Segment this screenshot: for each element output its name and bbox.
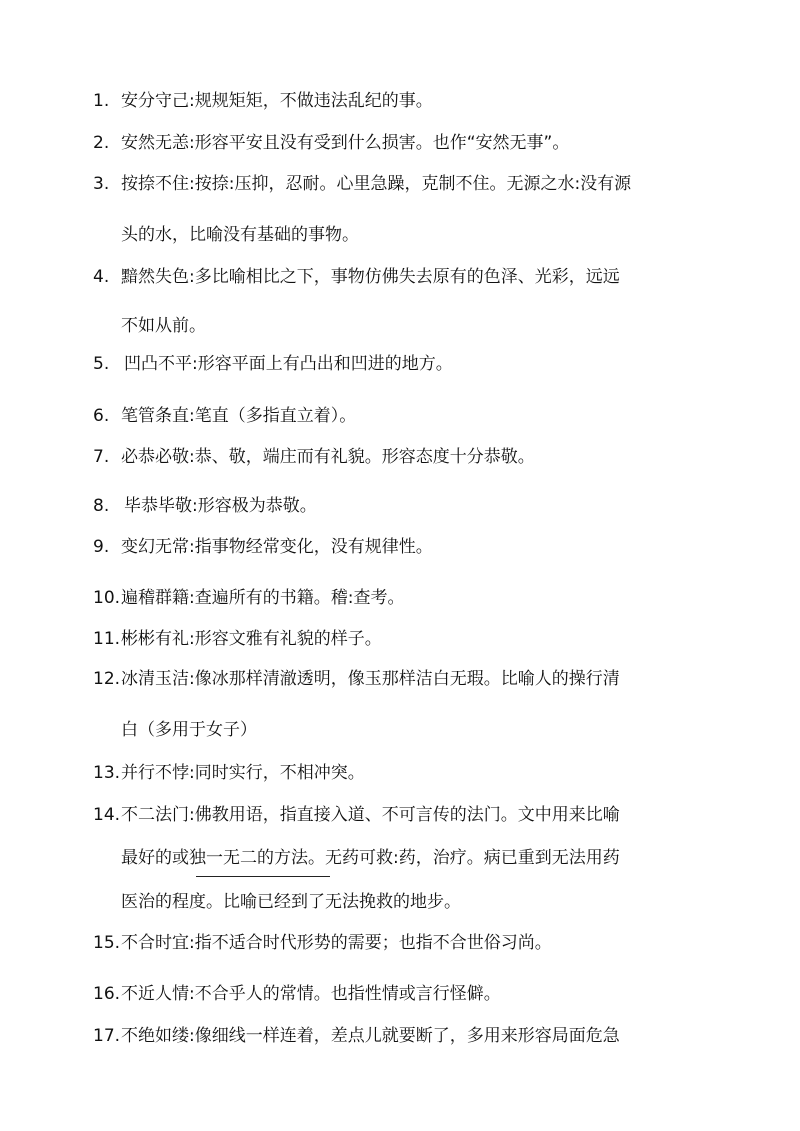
item-number: 12. [93, 669, 121, 689]
item-number: 15. [93, 933, 121, 953]
item-text: 白（多用于女子） [121, 720, 257, 740]
item-number: 14. [93, 805, 121, 825]
item-text: 头的水，比喻没有基础的事物。 [121, 225, 359, 245]
item-text: 安分守己:规规矩矩，不做违法乱纪的事。 [121, 91, 433, 111]
item-text: 笔管条直:笔直（多指直立着）。 [121, 406, 357, 426]
item-number: 7. [93, 447, 110, 467]
item-text: 按捺不住:按捺:压抑，忍耐。心里急躁，克制不住。无源之水:没有源 [121, 174, 632, 194]
item-number: 1. [93, 91, 110, 111]
item-number: 9. [93, 537, 110, 557]
item-text: 冰清玉洁:像冰那样清澈透明，像玉那样洁白无瑕。比喻人的操行清 [121, 669, 620, 689]
item-text: 并行不悖:同时实行，不相冲突。 [121, 763, 365, 783]
item-text: 必恭必敬:恭、敬，端庄而有礼貌。形容态度十分恭敬。 [121, 447, 535, 467]
text-underline [196, 876, 330, 877]
item-text: 彬彬有礼:形容文雅有礼貌的样子。 [121, 629, 382, 649]
item-text: 安然无恙:形容平安且没有受到什么损害。也作“安然无事”。 [121, 133, 570, 153]
item-text: 凹凸不平:形容平面上有凸出和凹进的地方。 [124, 354, 453, 374]
item-text: 不近人情:不合乎人的常情。也指性情或言行怪僻。 [121, 984, 501, 1004]
item-text: 最好的或独一无二的方法。无药可救:药，治疗。病已重到无法用药 [121, 848, 620, 868]
item-text: 医治的程度。比喻已经到了无法挽救的地步。 [121, 892, 461, 912]
item-text: 不二法门:佛教用语，指直接入道、不可言传的法门。文中用来比喻 [121, 805, 620, 825]
item-number: 3. [93, 174, 110, 194]
item-number: 10. [93, 588, 121, 608]
item-number: 11. [93, 629, 121, 649]
item-number: 5. [93, 354, 110, 374]
item-number: 16. [93, 984, 121, 1004]
item-number: 4. [93, 267, 110, 287]
item-text: 不合时宜:指不适合时代形势的需要；也指不合世俗习尚。 [121, 933, 552, 953]
item-number: 6. [93, 406, 110, 426]
item-text: 黯然失色:多比喻相比之下，事物仿佛失去原有的色泽、光彩，远远 [121, 267, 620, 287]
item-text: 变幻无常:指事物经常变化，没有规律性。 [121, 537, 433, 557]
item-text: 遍稽群籍:查遍所有的书籍。稽:查考。 [121, 588, 405, 608]
item-text: 毕恭毕敬:形容极为恭敬。 [124, 496, 317, 516]
item-number: 13. [93, 763, 121, 783]
item-number: 17. [93, 1026, 121, 1046]
item-number: 8. [93, 496, 110, 516]
item-number: 2. [93, 133, 110, 153]
item-text: 不如从前。 [121, 316, 206, 336]
item-text: 不绝如缕:像细线一样连着，差点儿就要断了，多用来形容局面危急 [121, 1026, 620, 1046]
